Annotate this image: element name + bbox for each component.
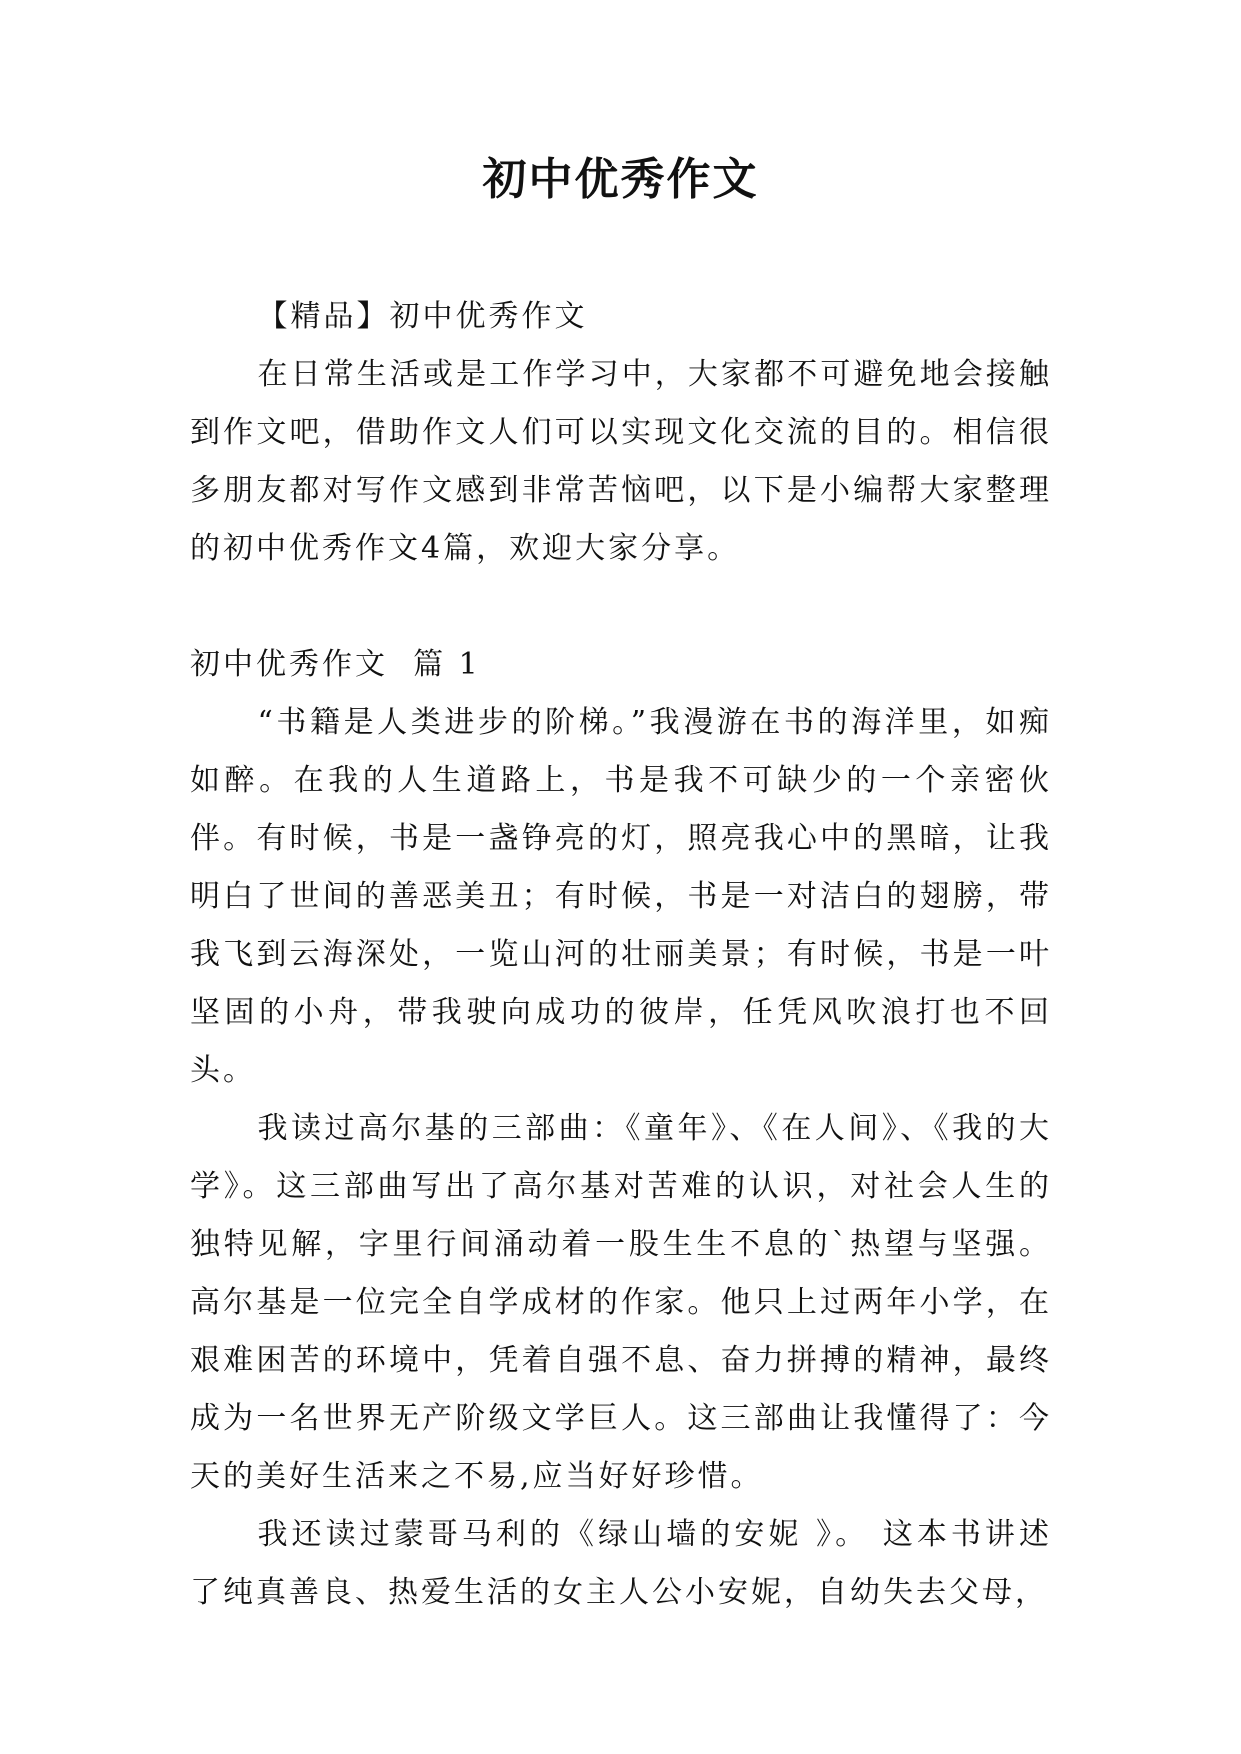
intro-subtitle: 【精品】初中优秀作文 bbox=[257, 299, 588, 334]
document-body bbox=[190, 288, 1052, 1622]
section-heading: 初中优秀作文 篇 1 bbox=[190, 647, 481, 682]
intro-paragraph: 在日常生活或是工作学习中，大家都不可避免地会接触到作文吧，借助作文人们可以实现文化交流的目的。相信很多朋友都对写作文感到非常苦恼吧，以下是小编帮大家整理的初中优秀作文4篇，欢迎大家分享。 bbox=[190, 357, 1052, 566]
section-paragraph: “书籍是人类进步的阶梯。”我漫游在书的海洋里，如痴如醉。在我的人生道路上，书是我不可缺少的一个亲密伙伴。有时候，书是一盏铮亮的灯，照亮我心中的黑暗，让我明白了世间的善恶美丑；有时候，书是一对洁白的翅膀，带我飞到云海深处，一览山河的壮丽美景；有时候，书是一叶坚固的小舟，带我驶向成功的彼岸，任凭风吹浪打也不回头。 bbox=[190, 705, 1052, 1088]
section-paragraph: 我读过高尔基的三部曲：《童年》、《在人间》、《我的大学》。这三部曲写出了高尔基对苦难的认识，对社会人生的独特见解，字里行间涌动着一股生生不息的`热望与坚强。高尔基是一位完全自学成材的作家。他只上过两年小学，在艰难困苦的环境中，凭着自强不息、奋力拼搏的精神，最终成为一名世界无产阶级文学巨人。这三部曲让我懂得了：今天的美好生活来之不易,应当好好珍惜。 bbox=[190, 1111, 1052, 1494]
document-title: 初中优秀作文 bbox=[482, 154, 759, 205]
section-paragraph: 我还读过蒙哥马利的《绿山墙的安妮 》。 这本书讲述了纯真善良、热爱生活的女主人公小安妮，自幼失去父母， bbox=[190, 1517, 1052, 1610]
